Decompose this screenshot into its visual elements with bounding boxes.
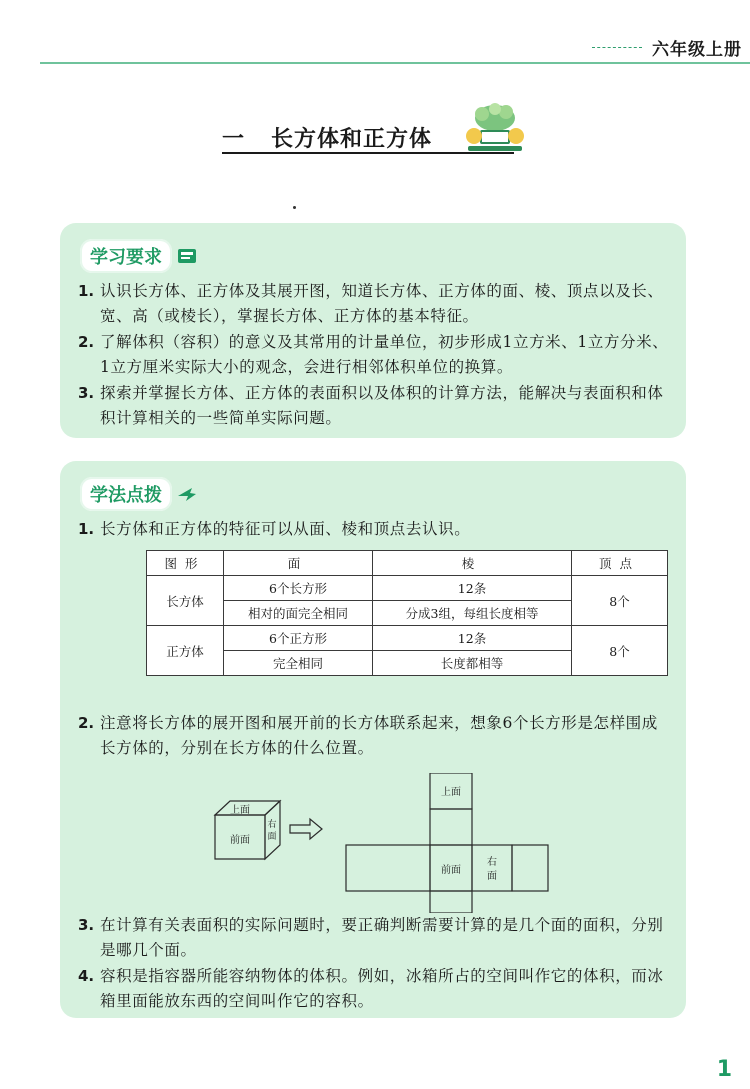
header-rule xyxy=(40,62,750,64)
table-cell: 12条 xyxy=(373,626,572,651)
table-header: 顶点 xyxy=(572,551,668,576)
header-dash xyxy=(592,47,642,48)
learning-requirements-card xyxy=(60,223,686,438)
grade-header xyxy=(592,34,750,60)
cuboid-front-label: 前面 xyxy=(230,835,250,846)
table-header-row xyxy=(147,551,668,576)
table-cell: 完全相同 xyxy=(224,651,373,676)
table-header: 图形 xyxy=(147,551,224,576)
table-cell: 8个 xyxy=(572,576,668,626)
tip-item: 4. 容积是指容器所能容纳物体的体积。例如，冰箱所占的空间叫作它的体积，而冰箱里面能放东西的空间叫作它的容积。 xyxy=(78,967,664,1010)
chapter-title-text: 长方体和正方体 xyxy=(271,127,433,152)
tip-item: 1. 长方体和正方体的特征可以从面、棱和顶点去认识。 xyxy=(78,520,471,538)
cuboid-top-label: 上面 xyxy=(230,805,250,816)
arrow-icon xyxy=(290,819,322,839)
cuboid-right xyxy=(265,801,280,859)
cuboid-net-figure xyxy=(210,773,550,913)
table-cell: 分成3组，每组长度相等 xyxy=(373,601,572,626)
notebook-icon xyxy=(176,246,198,266)
grade-label: 六年级上册 xyxy=(652,39,742,60)
requirement-item: 2. 了解体积（容积）的意义及其常用的计量单位，初步形成1立方米、1立方分米、1立方厘米实际大小的观念，会进行相邻体积单位的换算。 xyxy=(78,333,669,376)
cuboid-right-label-2: 面 xyxy=(267,832,277,842)
section-title-tips xyxy=(80,477,198,511)
pointer-icon xyxy=(176,484,198,504)
net-right-label: 右 xyxy=(487,857,497,868)
cuboid-right-label: 右 xyxy=(267,820,277,830)
table-row xyxy=(147,576,668,601)
table-header: 面 xyxy=(224,551,373,576)
table-row xyxy=(147,626,668,651)
learning-tips-card xyxy=(60,461,686,1018)
requirement-item: 1. 认识长方体、正方体及其展开图，知道长方体、正方体的面、棱、顶点以及长、宽、高（或棱长），掌握长方体、正方体的基本特征。 xyxy=(78,282,664,325)
section-title-label: 学习要求 xyxy=(80,239,172,273)
table-cell: 12条 xyxy=(373,576,572,601)
table-cell: 6个正方形 xyxy=(224,626,373,651)
tip-item: 2. 注意将长方体的展开图和展开前的长方体联系起来，想象6个长方形是怎样围成长方体的，分别在长方体的什么位置。 xyxy=(78,714,658,757)
table-cell: 8个 xyxy=(572,626,668,676)
page-number: 1 xyxy=(716,1057,732,1082)
table-cell: 长度都相等 xyxy=(373,651,572,676)
table-cell: 相对的面完全相同 xyxy=(224,601,373,626)
tip-item: 3. 在计算有关表面积的实际问题时，要正确判断需要计算的是几个面的面积，分别是哪几个面。 xyxy=(78,916,664,959)
table-header: 棱 xyxy=(373,551,572,576)
table-cell: 6个长方形 xyxy=(224,576,373,601)
section-title-requirements xyxy=(80,239,198,273)
book-plant-icon xyxy=(462,100,528,154)
stray-dot xyxy=(293,206,296,209)
net-top-label: 上面 xyxy=(441,787,461,798)
chapter-number: 一 xyxy=(222,127,246,152)
table-cell: 正方体 xyxy=(147,626,224,676)
features-table xyxy=(146,550,668,676)
section-title-label: 学法点拨 xyxy=(80,477,172,511)
requirement-item: 3. 探索并掌握长方体、正方体的表面积以及体积的计算方法，能解决与表面积和体积计算相关的一些简单实际问题。 xyxy=(78,384,664,427)
table-cell: 长方体 xyxy=(147,576,224,626)
net-right-label-2: 面 xyxy=(487,871,497,882)
chapter-title xyxy=(222,100,522,158)
net-front-label: 前面 xyxy=(441,865,461,876)
